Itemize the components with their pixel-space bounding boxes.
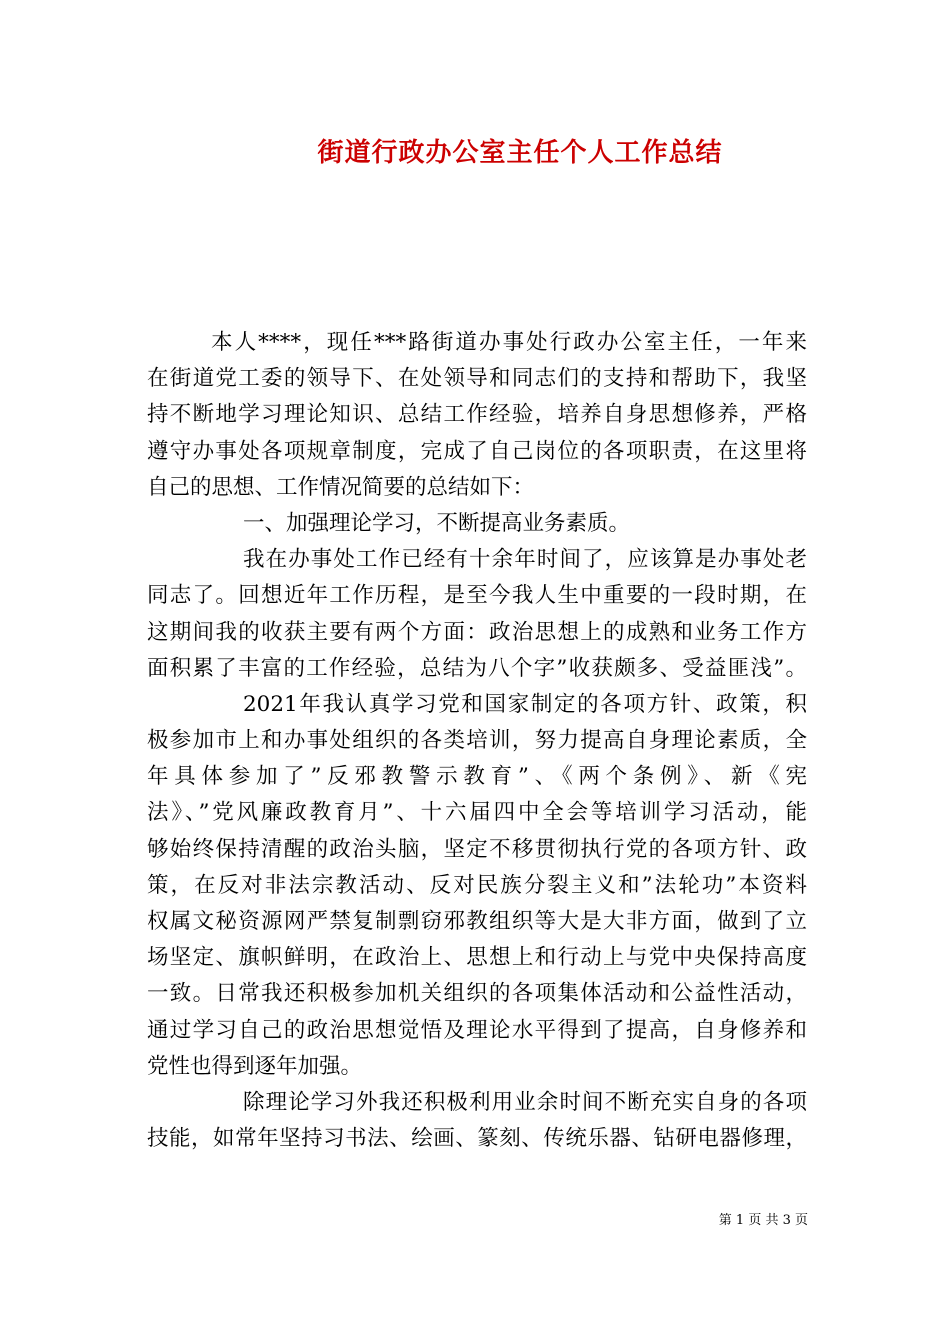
document-body xyxy=(147,325,807,1157)
text-line: 党性也得到逐年加强。 xyxy=(147,1053,363,1079)
text-line: 我在办事处工作已经有十余年时间了，应该算是办事处老 xyxy=(243,547,807,573)
text-line: 场坚定、旗帜鲜明，在政治上、思想上和行动上与党中央保持高度 xyxy=(147,945,807,971)
text-line: 策，在反对非法宗教活动、反对民族分裂主义和”法轮功”本资料 xyxy=(147,872,807,898)
text-line: 在街道党工委的领导下、在处领导和同志们的支持和帮助下，我坚 xyxy=(147,366,807,392)
text-line: 2021年我认真学习党和国家制定的各项方针、政策，积 xyxy=(243,691,807,717)
text-line: 这期间我的收获主要有两个方面：政治思想上的成熟和业务工作方 xyxy=(147,619,807,645)
text-line: 一致。日常我还积极参加机关组织的各项集体活动和公益性活动， xyxy=(147,981,807,1007)
text-line: 同志了。回想近年工作历程，是至今我人生中重要的一段时期，在 xyxy=(147,583,807,609)
text-line: 除理论学习外我还积极利用业余时间不断充实自身的各项 xyxy=(243,1089,807,1115)
text-line: 够始终保持清醒的政治头脑，坚定不移贯彻执行党的各项方针、政 xyxy=(147,836,807,862)
text-line: 本人****，现任***路街道办事处行政办公室主任，一年来 xyxy=(211,330,807,355)
text-line: 技能，如常年坚持习书法、绘画、篆刻、传统乐器、钻研电器修理， xyxy=(147,1126,807,1152)
text-line: 遵守办事处各项规章制度，完成了自己岗位的各项职责，在这里将 xyxy=(147,438,807,464)
text-line: 年具体参加了”反邪教警示教育”、《两个条例》、新《宪 xyxy=(147,764,807,790)
text-line: 自己的思想、工作情况简要的总结如下： xyxy=(147,474,535,500)
text-line: 持不断地学习理论知识、总结工作经验，培养自身思想修养，严格 xyxy=(147,402,807,428)
page-number: 第 1 页 共 3 页 xyxy=(718,1213,808,1228)
text-line: 权属文秘资源网严禁复制剽窃邪教组织等大是大非方面，做到了立 xyxy=(147,909,807,934)
text-line: 通过学习自己的政治思想觉悟及理论水平得到了提高，自身修养和 xyxy=(147,1017,807,1043)
text-line: 法》、”党风廉政教育月”、十六届四中全会等培训学习活动，能 xyxy=(147,800,807,826)
document-title: 街道行政办公室主任个人工作总结 xyxy=(317,138,723,168)
text-line: 面积累了丰富的工作经验，总结为八个字”收获颇多、受益匪浅”。 xyxy=(147,655,807,681)
text-line: 极参加市上和办事处组织的各类培训，努力提高自身理论素质，全 xyxy=(147,728,807,754)
section-heading: 一、加强理论学习，不断提高业务素质。 xyxy=(243,510,631,536)
